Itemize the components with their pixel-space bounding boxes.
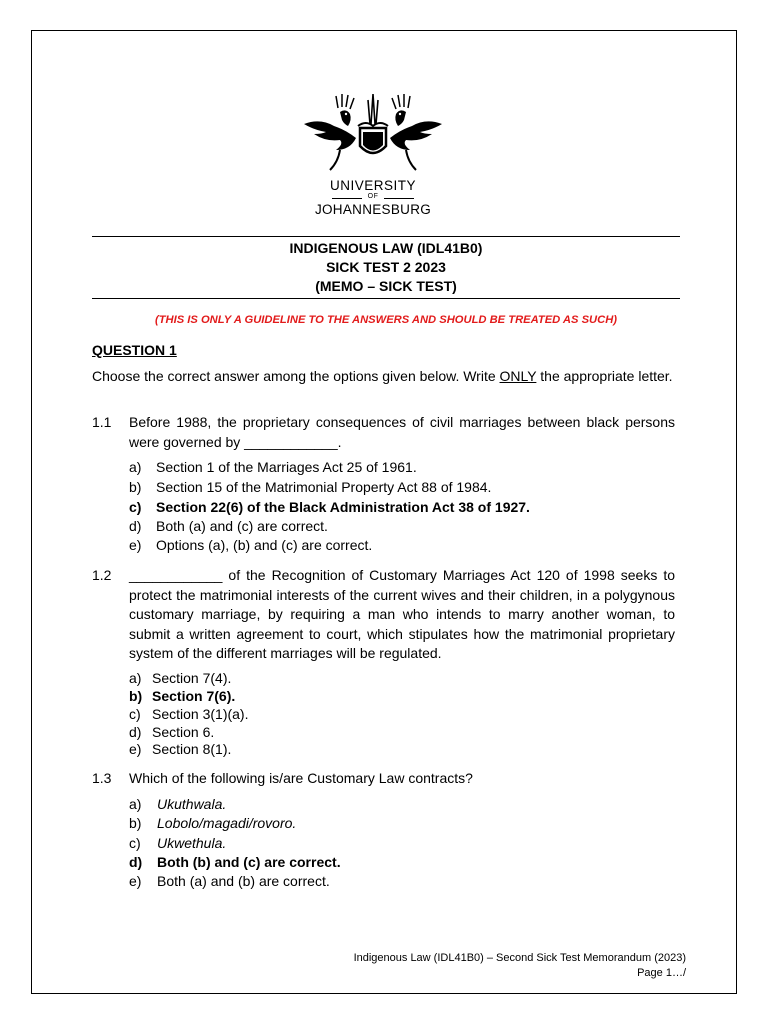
question-title: QUESTION 1 — [92, 342, 177, 358]
option-letter: e) — [129, 741, 142, 757]
option-text: Lobolo/magadi/rovoro. — [157, 815, 297, 831]
option-1-3-c — [129, 834, 226, 854]
option-1-2-b-correct — [129, 687, 235, 707]
option-text: Both (b) and (c) are correct. — [157, 854, 341, 870]
university-logo — [300, 90, 446, 220]
option-letter: a) — [129, 796, 142, 812]
course-title: INDIGENOUS LAW (IDL41B0) — [289, 240, 483, 256]
option-letter: c) — [129, 499, 142, 515]
option-1-1-b — [129, 478, 491, 498]
question-text-1-3: Which of the following is/are Customary Law contracts? — [129, 770, 473, 786]
instructions-emphasis: ONLY — [499, 368, 537, 384]
option-text: Section 3(1)(a). — [152, 706, 249, 722]
question-number-1-3: 1.3 — [92, 770, 112, 786]
option-text: Section 6. — [152, 724, 215, 740]
option-1-3-b — [129, 814, 296, 834]
option-text: Section 7(6). — [152, 688, 236, 704]
footer-page-number: Page 1…/ — [637, 967, 686, 979]
option-letter: b) — [129, 479, 142, 495]
option-text: Section 1 of the Marriages Act 25 of 1961. — [156, 459, 417, 475]
option-letter: e) — [129, 537, 142, 553]
option-text: Both (a) and (c) are correct. — [156, 518, 328, 534]
uj-crest-icon — [300, 90, 446, 180]
option-1-1-d — [129, 517, 328, 537]
option-letter: c) — [129, 706, 141, 722]
test-title: SICK TEST 2 2023 — [326, 259, 446, 275]
option-letter: b) — [129, 688, 143, 704]
header-bottom-rule — [92, 298, 680, 299]
header-top-rule — [92, 236, 680, 237]
question-text-1-2: ____________ of the Recognition of Customary Marriages Act 120 of 1998 seeks to protect the matrimonial interests of the current wives and their children, in a polygynous customary marriage, by requiring a man who intends to marry another woman, to submit a written agreement to court, which stipulates how the matrimonial proprietary system of the different marriages will be regulated. — [129, 567, 675, 661]
option-letter: e) — [129, 873, 142, 889]
option-letter: a) — [129, 459, 142, 475]
option-1-1-a — [129, 458, 417, 478]
option-letter: d) — [129, 518, 142, 534]
question-number-1-1: 1.1 — [92, 414, 112, 430]
option-text: Ukuthwala. — [157, 796, 227, 812]
option-letter: a) — [129, 670, 142, 686]
memo-title: (MEMO – SICK TEST) — [315, 278, 457, 294]
logo-university-text: UNIVERSITY — [329, 178, 416, 193]
option-1-2-c — [129, 705, 248, 725]
option-1-3-e — [129, 872, 330, 892]
instructions-text-end: the appropriate letter. — [536, 368, 673, 384]
guideline-notice: (THIS IS ONLY A GUIDELINE TO THE ANSWERS AND SHOULD BE TREATED AS SUCH) — [154, 314, 617, 326]
option-text: Options (a), (b) and (c) are correct. — [156, 537, 373, 553]
question-instructions — [92, 367, 675, 387]
option-text: Ukwethula. — [157, 835, 227, 851]
option-text: Both (a) and (b) are correct. — [157, 873, 330, 889]
logo-johannesburg-text: JOHANNESBURG — [314, 202, 432, 217]
option-1-2-a — [129, 669, 231, 689]
option-letter: d) — [129, 854, 143, 870]
option-letter: b) — [129, 815, 142, 831]
option-1-1-c-correct — [129, 498, 530, 518]
option-1-1-e — [129, 536, 372, 556]
option-text: Section 8(1). — [152, 741, 232, 757]
logo-divider-right — [384, 198, 414, 199]
instructions-text-start: Choose the correct answer among the options given below. Write — [92, 368, 500, 384]
option-text: Section 7(4). — [152, 670, 232, 686]
question-number-1-2: 1.2 — [92, 567, 112, 583]
footer-document-title: Indigenous Law (IDL41B0) – Second Sick Test Memorandum (2023) — [353, 952, 686, 964]
question-text-1-1: Before 1988, the proprietary consequences of civil marriages between black persons were governed by ____________. — [129, 414, 675, 450]
option-letter: c) — [129, 835, 141, 851]
option-1-2-e — [129, 740, 231, 760]
logo-of-text: OF — [367, 193, 379, 200]
option-1-3-a — [129, 795, 226, 815]
option-1-3-d-correct — [129, 853, 341, 873]
option-text: Section 15 of the Matrimonial Property Act 88 of 1984. — [156, 479, 492, 495]
option-letter: d) — [129, 724, 142, 740]
option-text: Section 22(6) of the Black Administration Act 38 of 1927. — [156, 499, 530, 515]
